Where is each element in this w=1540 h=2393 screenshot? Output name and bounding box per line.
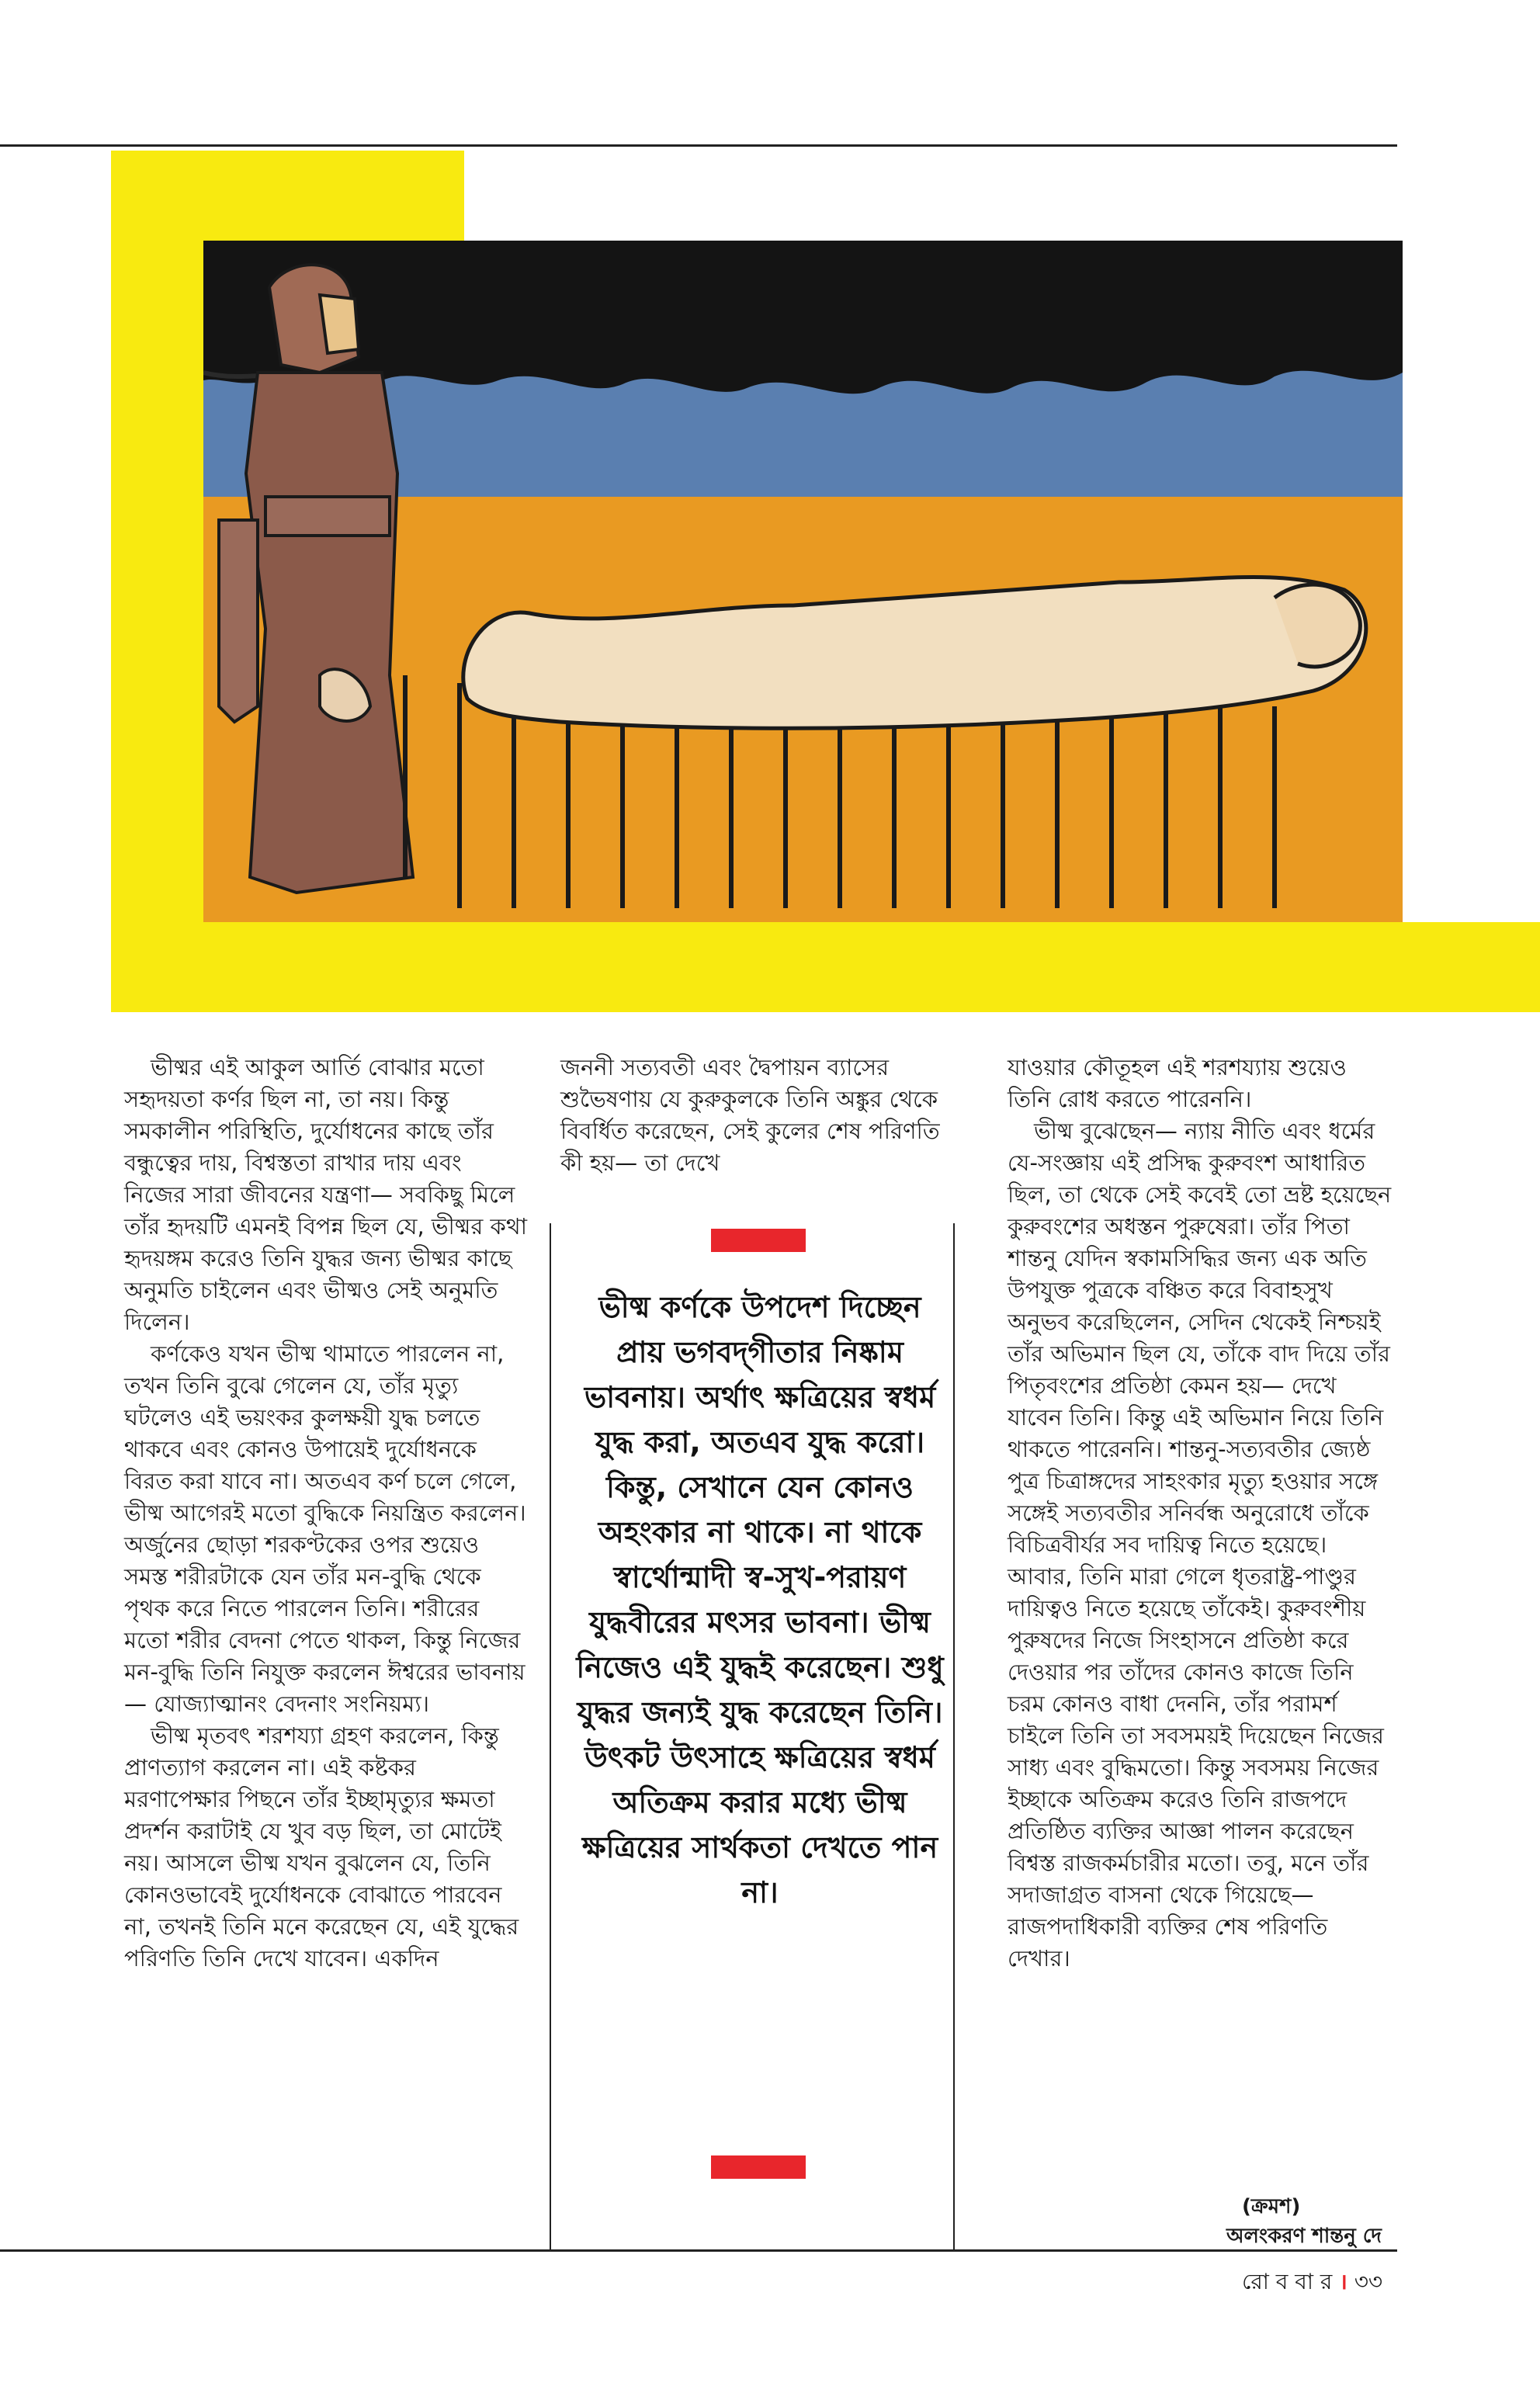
column-divider xyxy=(550,1223,551,2249)
continued-label: (ক্রমশ) xyxy=(1242,2195,1301,2218)
page-folio xyxy=(1242,2265,1382,2301)
paragraph: জননী সত্যবতী এবং দ্বৈপায়ন ব্যাসের শুভৈষণায় যে কুরুকুলকে তিনি অঙ্কুর থেকে বিবর্ধিত করেছেন, সেই কুলের শেষ পরিণতি কী হয়— তা দেখে xyxy=(560,1054,940,1176)
column-divider xyxy=(953,1223,955,2249)
article-column-1 xyxy=(124,1052,528,1975)
illustration-bhishma-on-bed-of-arrows xyxy=(203,241,1403,922)
paragraph: ভীষ্মর এই আকুল আর্তি বোঝার মতো সহৃদয়তা কর্ণর ছিল না, তা নয়। কিন্তু সমকালীন পরিস্থিতি, দুর্যোধনের কাছে তাঁর বন্ধুত্বের দায়, বিশ্বস্ততা রাখার দায় এবং নিজের সারা জীবনের যন্ত্রণা— সবকিছু মিলে তাঁর হৃদয়টি এমনই বিপন্ন ছিল যে, ভীষ্মর কথা হৃদয়ঙ্গম করেও তিনি যুদ্ধর জন্য ভীষ্মর কাছে অনুমতি চাইলেন এবং ভীষ্মও সেই অনুমতি দিলেন। xyxy=(124,1054,528,1335)
paragraph: কর্ণকেও যখন ভীষ্ম থামাতে পারলেন না, তখন তিনি বুঝে গেলেন যে, তাঁর মৃত্যু ঘটলেও এই ভয়ংকর কুলক্ষয়ী যুদ্ধ চলতে থাকবে এবং কোনও উপায়েই দুর্যোধনকে বিরত করা যাবে না। অতএব কর্ণ চলে গেলে, ভীষ্ম আগেরই মতো বুদ্ধিকে নিয়ন্ত্রিত করলেন। অর্জুনের ছোড়া শরকণ্টকের ওপর শুয়েও সমস্ত শরীরটাকে যেন তাঁর মন-বুদ্ধি থেকে পৃথক করে নিতে পারলেন তিনি। শরীরের মতো শরীর বেদনা পেতে থাকল, কিন্তু নিজের মন-বুদ্ধি তিনি নিযুক্ত করলেন ঈশ্বরের ভাবনায়— যোজ্যাত্মানং বেদনাং সংনিয়ম্য। xyxy=(124,1340,526,1717)
article-column-2 xyxy=(560,1052,964,1179)
illustration-credit: অলংকরণ শান্তনু দে xyxy=(1226,2225,1382,2248)
bottom-rule xyxy=(0,2249,1397,2252)
paragraph: ভীষ্ম বুঝেছেন— ন্যায় নীতি এবং ধর্মের যে-সংজ্ঞায় এই প্রসিদ্ধ কুরুবংশ আধারিত ছিল, তা থেকে সেই কবেই তো ভ্রষ্ট হয়েছেন কুরুবংশের অধস্তন পুরুষেরা। তাঁর পিতা শান্তনু যেদিন স্বকামসিদ্ধির জন্য এক অতি উপযুক্ত পুত্রকে বঞ্চিত করে বিবাহসুখ অনুভব করেছিলেন, সেদিন থেকেই নিশ্চয়ই তাঁর অভিমান ছিল যে, তাঁকে বাদ দিয়ে তাঁর পিতৃবংশের প্রতিষ্ঠা কেমন হয়— দেখে যাবেন তিনি। কিন্তু এই অভিমান নিয়ে তিনি থাকতে পারেননি। শান্তনু-সত্যবতীর জ্যেষ্ঠ পুত্র চিত্রাঙ্গদের সাহংকার মৃত্যু হওয়ার সঙ্গে সঙ্গেই সত্যবতীর সনির্বন্ধ অনুরোধে তাঁকে বিচিত্রবীর্যর সব দায়িত্ব নিতে হয়েছে। আবার, তিনি মারা গেলে ধৃতরাষ্ট্র-পাণ্ডুর দায়িত্বও নিতে হয়েছে তাঁকেই। কুরুবংশীয় পুরুষদের নিজে সিংহাসনে প্রতিষ্ঠা করে দেওয়ার পর তাঁদের কোনও কাজে তিনি চরম কোনও বাধা দেননি, তাঁর পরামর্শ চাইলে তিনি তা সবসময়ই দিয়েছেন নিজের সাধ্য এবং বুদ্ধিমতো। কিন্তু সবসময় নিজের ইচ্ছাকে অতিক্রম করেও তিনি রাজপদে প্রতিষ্ঠিত ব্যক্তির আজ্ঞা পালন করেছেন বিশ্বস্ত রাজকর্মচারীর মতো। তবু, মনে তাঁর সদাজাগ্রত বাসনা থেকে গিয়েছে— রাজপদাধিকারী ব্যক্তির শেষ পরিণতি দেখার। xyxy=(1008,1118,1392,1972)
page-number: ৩৩ xyxy=(1354,2269,1383,2294)
paragraph: যাওয়ার কৌতূহল এই শরশয্যায় শুয়েও তিনি রোধ করতে পারেননি। xyxy=(1008,1054,1347,1112)
publication-name: রো ব বা র xyxy=(1242,2269,1333,2294)
article-column-3 xyxy=(1008,1052,1396,1975)
pull-quote: ভীষ্ম কর্ণকে উপদেশ দিচ্ছেন প্রায় ভগবদ্‌গীতার নিষ্কাম ভাবনায়। অর্থাৎ ক্ষত্রিয়ের স্বধর্ম যুদ্ধ করা, অতএব যুদ্ধ করো। কিন্তু, সেখানে যেন কোনও অহংকার না থাকে। না থাকে স্বার্থোন্মাদী স্ব-সুখ-পরায়ণ যুদ্ধবীরের মৎসর ভাবনা। ভীষ্ম নিজেও এই যুদ্ধই করেছেন। শুধু যুদ্ধর জন্যই যুদ্ধ করেছেন তিনি। উৎকট উৎসাহে ক্ষত্রিয়ের স্বধর্ম অতিক্রম করার মধ্যে ভীষ্ম ক্ষত্রিয়ের সার্থকতা দেখতে পান না। xyxy=(576,1290,944,1909)
paragraph: ভীষ্ম মৃতবৎ শরশয্যা গ্রহণ করলেন, কিন্তু প্রাণত্যাগ করলেন না। এই কষ্টকর মরণাপেক্ষার পিছনে তাঁর ইচ্ছামৃত্যুর ক্ষমতা প্রদর্শন করাটাই যে খুব বড় ছিল, তা মোটেই নয়। আসলে ভীষ্ম যখন বুঝলেন যে, তিনি কোনওভাবেই দুর্যোধনকে বোঝাতে পারবেন না, তখনই তিনি মনে করেছেন যে, এই যুদ্ধের পরিণতি তিনি দেখে যাবেন। একদিন xyxy=(124,1722,519,1972)
pull-quote-bottom-bar xyxy=(711,2155,806,2179)
folio-separator: । xyxy=(1339,2269,1348,2294)
top-rule xyxy=(0,144,1397,147)
pull-quote-top-bar xyxy=(711,1229,806,1252)
yellow-accent-band xyxy=(111,922,1540,1012)
